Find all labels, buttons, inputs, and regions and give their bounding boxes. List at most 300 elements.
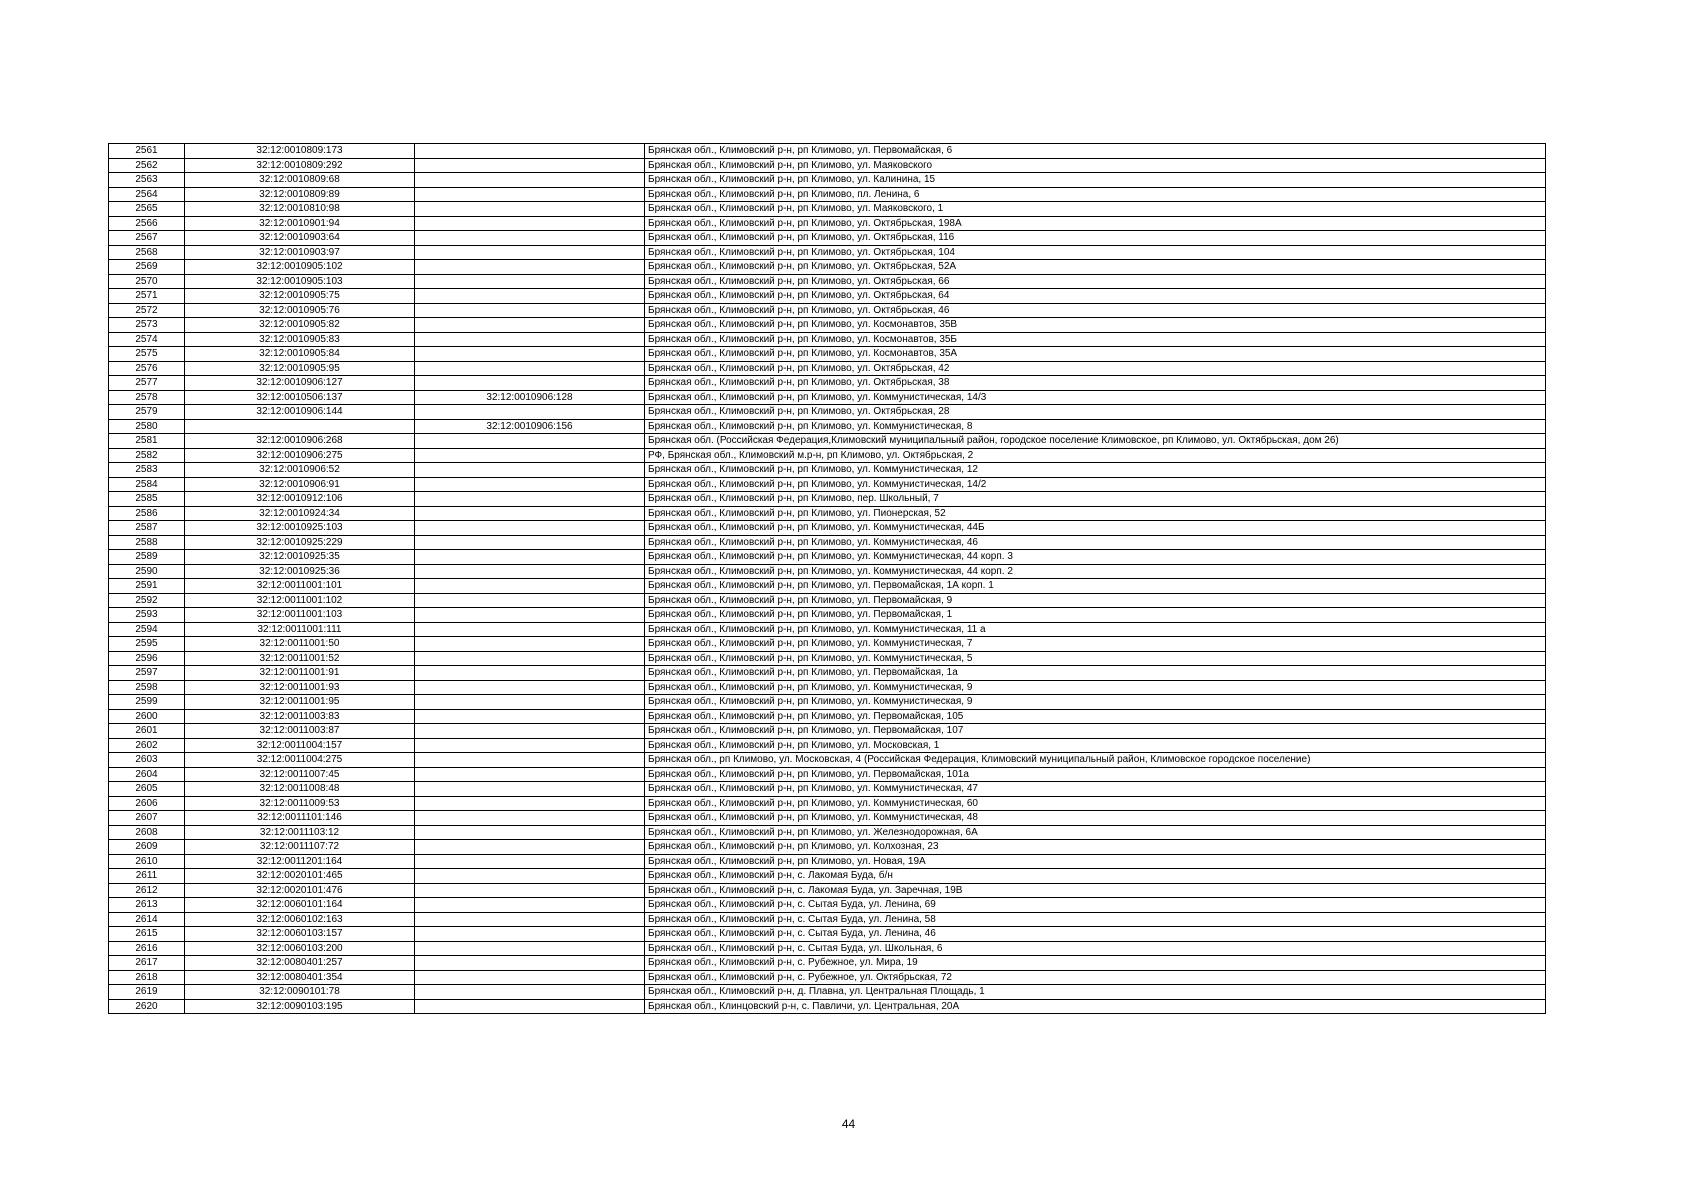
table-row (109, 405, 1546, 420)
address-cell: Брянская обл., Климовский р-н, рп Климово, ул. Коммунистическая, 7 (645, 637, 1546, 652)
table-row (109, 622, 1546, 637)
previous-number-cell (415, 158, 645, 173)
previous-number-cell (415, 724, 645, 739)
row-number-cell: 2592 (109, 593, 185, 608)
address-cell: Брянская обл., Климовский р-н, рп Климово, ул. Коммунистическая, 12 (645, 463, 1546, 478)
table-row (109, 666, 1546, 681)
previous-number-cell (415, 216, 645, 231)
address-cell: Брянская обл., Климовский р-н, рп Климово, ул. Первомайская, 101а (645, 767, 1546, 782)
address-cell: Брянская обл., Климовский р-н, рп Климово, ул. Коммунистическая, 44Б (645, 521, 1546, 536)
row-number-cell: 2589 (109, 550, 185, 565)
previous-number-cell (415, 564, 645, 579)
cadastral-number-cell: 32:12:0010906:268 (185, 434, 415, 449)
previous-number-cell (415, 506, 645, 521)
previous-number-cell (415, 434, 645, 449)
cadastral-number-cell: 32:12:0011004:157 (185, 738, 415, 753)
table-row (109, 347, 1546, 362)
table-row (109, 825, 1546, 840)
row-number-cell: 2572 (109, 303, 185, 318)
previous-number-cell (415, 579, 645, 594)
previous-number-cell (415, 289, 645, 304)
address-cell: Брянская обл., Климовский р-н, с. Лакомая Буда, ул. Заречная, 19В (645, 883, 1546, 898)
previous-number-cell (415, 883, 645, 898)
table-row (109, 506, 1546, 521)
row-number-cell: 2615 (109, 927, 185, 942)
cadastral-number-cell: 32:12:0011004:275 (185, 753, 415, 768)
cadastral-number-cell: 32:12:0010903:97 (185, 245, 415, 260)
address-cell: Брянская обл., Климовский р-н, рп Климово, ул. Маяковского (645, 158, 1546, 173)
table-row (109, 912, 1546, 927)
cadastral-number-cell: 32:12:0010906:91 (185, 477, 415, 492)
address-cell: Брянская обл., Климовский р-н, рп Климово, ул. Коммунистическая, 9 (645, 680, 1546, 695)
table-row (109, 202, 1546, 217)
registry-body (109, 144, 1546, 1014)
cadastral-number-cell: 32:12:0011101:146 (185, 811, 415, 826)
row-number-cell: 2587 (109, 521, 185, 536)
cadastral-number-cell: 32:12:0010905:102 (185, 260, 415, 275)
address-cell: Брянская обл., Климовский р-н, рп Климово, ул. Коммунистическая, 9 (645, 695, 1546, 710)
previous-number-cell (415, 796, 645, 811)
previous-number-cell (415, 448, 645, 463)
cadastral-number-cell: 32:12:0010906:127 (185, 376, 415, 391)
table-row (109, 651, 1546, 666)
row-number-cell: 2608 (109, 825, 185, 840)
address-cell: Брянская обл., Климовский р-н, рп Климово, ул. Октябрьская, 198А (645, 216, 1546, 231)
address-cell: Брянская обл., Климовский р-н, рп Климово, ул. Коммунистическая, 14/3 (645, 390, 1546, 405)
address-cell: Брянская обл., Климовский р-н, рп Климово, ул. Коммунистическая, 5 (645, 651, 1546, 666)
cadastral-number-cell: 32:12:0060103:200 (185, 941, 415, 956)
previous-number-cell (415, 463, 645, 478)
table-row (109, 999, 1546, 1014)
cadastral-number-cell: 32:12:0011008:48 (185, 782, 415, 797)
table-row (109, 941, 1546, 956)
address-cell: Брянская обл., Климовский р-н, с. Рубежное, ул. Октябрьская, 72 (645, 970, 1546, 985)
row-number-cell: 2562 (109, 158, 185, 173)
table-row (109, 956, 1546, 971)
table-row (109, 695, 1546, 710)
previous-number-cell (415, 738, 645, 753)
row-number-cell: 2588 (109, 535, 185, 550)
table-row (109, 303, 1546, 318)
cadastral-number-cell: 32:12:0060102:163 (185, 912, 415, 927)
previous-number-cell (415, 999, 645, 1014)
table-row (109, 144, 1546, 159)
cadastral-number-cell: 32:12:0010912:106 (185, 492, 415, 507)
address-cell: Брянская обл., Климовский р-н, рп Климово, ул. Первомайская, 105 (645, 709, 1546, 724)
row-number-cell: 2602 (109, 738, 185, 753)
row-number-cell: 2595 (109, 637, 185, 652)
table-row (109, 318, 1546, 333)
address-cell: Брянская обл., Климовский р-н, рп Климово, ул. Октябрьская, 64 (645, 289, 1546, 304)
cadastral-number-cell: 32:12:0010925:35 (185, 550, 415, 565)
previous-number-cell (415, 956, 645, 971)
cadastral-number-cell: 32:12:0080401:354 (185, 970, 415, 985)
previous-number-cell (415, 854, 645, 869)
address-cell: Брянская обл., Климовский р-н, рп Климово, ул. Московская, 1 (645, 738, 1546, 753)
table-row (109, 811, 1546, 826)
cadastral-number-cell: 32:12:0010905:103 (185, 274, 415, 289)
previous-number-cell (415, 245, 645, 260)
cadastral-number-cell: 32:12:0010905:82 (185, 318, 415, 333)
previous-number-cell (415, 782, 645, 797)
table-row (109, 767, 1546, 782)
row-number-cell: 2570 (109, 274, 185, 289)
row-number-cell: 2564 (109, 187, 185, 202)
previous-number-cell (415, 985, 645, 1000)
cadastral-number-cell: 32:12:0010924:34 (185, 506, 415, 521)
row-number-cell: 2614 (109, 912, 185, 927)
address-cell: Брянская обл., Климовский р-н, с. Рубежное, ул. Мира, 19 (645, 956, 1546, 971)
previous-number-cell (415, 376, 645, 391)
cadastral-number-cell: 32:12:0011001:91 (185, 666, 415, 681)
previous-number-cell (415, 535, 645, 550)
previous-number-cell (415, 651, 645, 666)
previous-number-cell (415, 202, 645, 217)
cadastral-number-cell: 32:12:0010925:36 (185, 564, 415, 579)
table-row (109, 579, 1546, 594)
table-row (109, 637, 1546, 652)
address-cell: Брянская обл., Климовский р-н, рп Климово, ул. Новая, 19А (645, 854, 1546, 869)
cadastral-number-cell: 32:12:0020101:476 (185, 883, 415, 898)
address-cell: Брянская обл., Климовский р-н, рп Климово, ул. Первомайская, 107 (645, 724, 1546, 739)
cadastral-number-cell: 32:12:0011007:45 (185, 767, 415, 782)
row-number-cell: 2585 (109, 492, 185, 507)
address-cell: Брянская обл., Климовский р-н, рп Климово, ул. Космонавтов, 35Б (645, 332, 1546, 347)
cadastral-number-cell: 32:12:0011001:111 (185, 622, 415, 637)
cadastral-number-cell: 32:12:0010506:137 (185, 390, 415, 405)
row-number-cell: 2596 (109, 651, 185, 666)
cadastral-number-cell: 32:12:0010905:95 (185, 361, 415, 376)
cadastral-number-cell: 32:12:0011001:101 (185, 579, 415, 594)
cadastral-number-cell: 32:12:0011003:87 (185, 724, 415, 739)
table-row (109, 680, 1546, 695)
row-number-cell: 2565 (109, 202, 185, 217)
row-number-cell: 2594 (109, 622, 185, 637)
address-cell: Брянская обл., Климовский р-н, рп Климово, ул. Октябрьская, 52А (645, 260, 1546, 275)
cadastral-number-cell: 32:12:0011001:93 (185, 680, 415, 695)
table-row (109, 477, 1546, 492)
table-row (109, 521, 1546, 536)
cadastral-number-cell: 32:12:0010905:75 (185, 289, 415, 304)
address-cell: Брянская обл., Климовский р-н, рп Климово, ул. Коммунистическая, 44 корп. 3 (645, 550, 1546, 565)
row-number-cell: 2603 (109, 753, 185, 768)
row-number-cell: 2582 (109, 448, 185, 463)
previous-number-cell (415, 231, 645, 246)
address-cell: Брянская обл., Климовский р-н, рп Климово, ул. Первомайская, 9 (645, 593, 1546, 608)
table-row (109, 289, 1546, 304)
table-row (109, 419, 1546, 434)
previous-number-cell: 32:12:0010906:156 (415, 419, 645, 434)
row-number-cell: 2609 (109, 840, 185, 855)
previous-number-cell (415, 811, 645, 826)
cadastral-number-cell: 32:12:0011001:50 (185, 637, 415, 652)
row-number-cell: 2620 (109, 999, 185, 1014)
cadastral-number-cell: 32:12:0010905:83 (185, 332, 415, 347)
address-cell: Брянская обл., Климовский р-н, рп Климово, ул. Коммунистическая, 47 (645, 782, 1546, 797)
row-number-cell: 2597 (109, 666, 185, 681)
previous-number-cell (415, 274, 645, 289)
row-number-cell: 2605 (109, 782, 185, 797)
table-row (109, 854, 1546, 869)
table-row (109, 782, 1546, 797)
address-cell: Брянская обл., рп Климово, ул. Московская, 4 (Российская Федерация, Климовский муниципальный район, Климовское городское поселение) (645, 753, 1546, 768)
previous-number-cell (415, 173, 645, 188)
table-row (109, 724, 1546, 739)
address-cell: Брянская обл., Климовский р-н, рп Климово, ул. Пионерская, 52 (645, 506, 1546, 521)
address-cell: Брянская обл., Климовский р-н, рп Климово, ул. Маяковского, 1 (645, 202, 1546, 217)
cadastral-number-cell: 32:12:0060103:157 (185, 927, 415, 942)
table-row (109, 970, 1546, 985)
cadastral-number-cell: 32:12:0010925:103 (185, 521, 415, 536)
table-row (109, 593, 1546, 608)
previous-number-cell (415, 840, 645, 855)
table-row (109, 245, 1546, 260)
row-number-cell: 2578 (109, 390, 185, 405)
cadastral-number-cell: 32:12:0011201:164 (185, 854, 415, 869)
previous-number-cell (415, 622, 645, 637)
address-cell: Брянская обл., Климовский р-н, рп Климово, ул. Космонавтов, 35В (645, 318, 1546, 333)
previous-number-cell (415, 318, 645, 333)
previous-number-cell (415, 898, 645, 913)
cadastral-number-cell: 32:12:0010905:76 (185, 303, 415, 318)
address-cell: Брянская обл., Климовский р-н, рп Климово, ул. Октябрьская, 28 (645, 405, 1546, 420)
cadastral-number-cell: 32:12:0011001:102 (185, 593, 415, 608)
row-number-cell: 2613 (109, 898, 185, 913)
cadastral-number-cell: 32:12:0090103:195 (185, 999, 415, 1014)
previous-number-cell (415, 477, 645, 492)
row-number-cell: 2573 (109, 318, 185, 333)
row-number-cell: 2586 (109, 506, 185, 521)
address-cell: Брянская обл., Климовский р-н, рп Климово, ул. Первомайская, 1а (645, 666, 1546, 681)
cadastral-number-cell: 32:12:0010809:68 (185, 173, 415, 188)
cadastral-number-cell: 32:12:0010906:144 (185, 405, 415, 420)
table-row (109, 550, 1546, 565)
table-row (109, 361, 1546, 376)
previous-number-cell (415, 927, 645, 942)
row-number-cell: 2574 (109, 332, 185, 347)
table-row (109, 535, 1546, 550)
row-number-cell: 2590 (109, 564, 185, 579)
previous-number-cell (415, 825, 645, 840)
address-cell: Брянская обл., Климовский р-н, с. Сытая Буда, ул. Ленина, 58 (645, 912, 1546, 927)
row-number-cell: 2568 (109, 245, 185, 260)
table-row (109, 173, 1546, 188)
cadastral-number-cell: 32:12:0011001:103 (185, 608, 415, 623)
address-cell: Брянская обл., Климовский р-н, рп Климово, пл. Ленина, 6 (645, 187, 1546, 202)
row-number-cell: 2619 (109, 985, 185, 1000)
previous-number-cell (415, 608, 645, 623)
table-row (109, 434, 1546, 449)
address-cell: Брянская обл., Климовский р-н, с. Сытая Буда, ул. Школьная, 6 (645, 941, 1546, 956)
row-number-cell: 2606 (109, 796, 185, 811)
address-cell: Брянская обл., Климовский р-н, рп Климово, ул. Коммунистическая, 14/2 (645, 477, 1546, 492)
address-cell: Брянская обл., Климовский р-н, рп Климово, ул. Октябрьская, 66 (645, 274, 1546, 289)
table-row (109, 492, 1546, 507)
cadastral-number-cell: 32:12:0010810:98 (185, 202, 415, 217)
previous-number-cell (415, 187, 645, 202)
previous-number-cell (415, 405, 645, 420)
cadastral-number-cell: 32:12:0010901:94 (185, 216, 415, 231)
row-number-cell: 2599 (109, 695, 185, 710)
previous-number-cell (415, 695, 645, 710)
address-cell: Брянская обл., Климовский р-н, рп Климово, ул. Коммунистическая, 44 корп. 2 (645, 564, 1546, 579)
page-number: 44 (841, 1117, 856, 1131)
address-cell: Брянская обл., Климовский р-н, д. Плавна, ул. Центральная Площадь, 1 (645, 985, 1546, 1000)
row-number-cell: 2616 (109, 941, 185, 956)
previous-number-cell (415, 492, 645, 507)
previous-number-cell (415, 767, 645, 782)
row-number-cell: 2617 (109, 956, 185, 971)
cadastral-number-cell: 32:12:0080401:257 (185, 956, 415, 971)
cadastral-number-cell: 32:12:0090101:78 (185, 985, 415, 1000)
row-number-cell: 2571 (109, 289, 185, 304)
row-number-cell: 2580 (109, 419, 185, 434)
previous-number-cell (415, 666, 645, 681)
cadastral-number-cell: 32:12:0010925:229 (185, 535, 415, 550)
row-number-cell: 2569 (109, 260, 185, 275)
address-cell: Брянская обл., Климовский р-н, рп Климово, ул. Первомайская, 1А корп. 1 (645, 579, 1546, 594)
address-cell: Брянская обл., Климовский р-н, рп Климово, ул. Коммунистическая, 11 а (645, 622, 1546, 637)
table-row (109, 463, 1546, 478)
previous-number-cell: 32:12:0010906:128 (415, 390, 645, 405)
cadastral-number-cell: 32:12:0010905:84 (185, 347, 415, 362)
table-row (109, 753, 1546, 768)
address-cell: Брянская обл., Климовский р-н, рп Климово, пер. Школьный, 7 (645, 492, 1546, 507)
cadastral-number-cell: 32:12:0011003:83 (185, 709, 415, 724)
address-cell: Брянская обл., Климовский р-н, рп Климово, ул. Октябрьская, 46 (645, 303, 1546, 318)
row-number-cell: 2584 (109, 477, 185, 492)
address-cell: Брянская обл., Климовский р-н, рп Климово, ул. Калинина, 15 (645, 173, 1546, 188)
row-number-cell: 2563 (109, 173, 185, 188)
row-number-cell: 2576 (109, 361, 185, 376)
previous-number-cell (415, 709, 645, 724)
table-row (109, 158, 1546, 173)
cadastral-number-cell: 32:12:0010809:292 (185, 158, 415, 173)
row-number-cell: 2612 (109, 883, 185, 898)
previous-number-cell (415, 637, 645, 652)
row-number-cell: 2604 (109, 767, 185, 782)
row-number-cell: 2610 (109, 854, 185, 869)
address-cell: Брянская обл., Климовский р-н, рп Климово, ул. Октябрьская, 116 (645, 231, 1546, 246)
table-row (109, 231, 1546, 246)
cadastral-number-cell: 32:12:0011009:53 (185, 796, 415, 811)
address-cell: Брянская обл., Климовский р-н, с. Лакомая Буда, б/н (645, 869, 1546, 884)
previous-number-cell (415, 912, 645, 927)
previous-number-cell (415, 941, 645, 956)
previous-number-cell (415, 593, 645, 608)
previous-number-cell (415, 680, 645, 695)
cadastral-number-cell: 32:12:0011001:52 (185, 651, 415, 666)
cadastral-number-cell: 32:12:0010903:64 (185, 231, 415, 246)
row-number-cell: 2575 (109, 347, 185, 362)
previous-number-cell (415, 970, 645, 985)
address-cell: Брянская обл. (Российская Федерация,Климовский муниципальный район, городское поселение Климовское, рп Климово, ул. Октябрьская, дом 26) (645, 434, 1546, 449)
row-number-cell: 2577 (109, 376, 185, 391)
previous-number-cell (415, 144, 645, 159)
previous-number-cell (415, 332, 645, 347)
address-cell: Брянская обл., Климовский р-н, рп Климово, ул. Октябрьская, 38 (645, 376, 1546, 391)
table-row (109, 796, 1546, 811)
cadastral-number-cell: 32:12:0011001:95 (185, 695, 415, 710)
cadastral-number-cell: 32:12:0010906:275 (185, 448, 415, 463)
previous-number-cell (415, 361, 645, 376)
address-cell: Брянская обл., Климовский р-н, рп Климово, ул. Первомайская, 6 (645, 144, 1546, 159)
address-cell: Брянская обл., Климовский р-н, рп Климово, ул. Колхозная, 23 (645, 840, 1546, 855)
row-number-cell: 2618 (109, 970, 185, 985)
address-cell: Брянская обл., Климовский р-н, рп Климово, ул. Октябрьская, 104 (645, 245, 1546, 260)
table-row (109, 274, 1546, 289)
previous-number-cell (415, 753, 645, 768)
row-number-cell: 2579 (109, 405, 185, 420)
previous-number-cell (415, 303, 645, 318)
row-number-cell: 2598 (109, 680, 185, 695)
table-row (109, 216, 1546, 231)
address-cell: Брянская обл., Климовский р-н, рп Климово, ул. Космонавтов, 35А (645, 347, 1546, 362)
address-cell: Брянская обл., Климовский р-н, с. Сытая Буда, ул. Ленина, 69 (645, 898, 1546, 913)
row-number-cell: 2581 (109, 434, 185, 449)
row-number-cell: 2607 (109, 811, 185, 826)
row-number-cell: 2583 (109, 463, 185, 478)
cadastral-number-cell: 32:12:0010809:173 (185, 144, 415, 159)
cadastral-number-cell: 32:12:0020101:465 (185, 869, 415, 884)
previous-number-cell (415, 347, 645, 362)
row-number-cell: 2601 (109, 724, 185, 739)
address-cell: Брянская обл., Климовский р-н, рп Климово, ул. Коммунистическая, 60 (645, 796, 1546, 811)
previous-number-cell (415, 869, 645, 884)
table-row (109, 260, 1546, 275)
table-row (109, 709, 1546, 724)
address-cell: Брянская обл., Климовский р-н, с. Сытая Буда, ул. Ленина, 46 (645, 927, 1546, 942)
row-number-cell: 2593 (109, 608, 185, 623)
address-cell: РФ, Брянская обл., Климовский м.р-н, рп Климово, ул. Октябрьская, 2 (645, 448, 1546, 463)
address-cell: Брянская обл., Климовский р-н, рп Климово, ул. Коммунистическая, 8 (645, 419, 1546, 434)
cadastral-number-cell: 32:12:0011103:12 (185, 825, 415, 840)
previous-number-cell (415, 260, 645, 275)
registry-table (108, 143, 1546, 1014)
previous-number-cell (415, 521, 645, 536)
table-row (109, 927, 1546, 942)
cadastral-number-cell: 32:12:0011107:72 (185, 840, 415, 855)
cadastral-number-cell: 32:12:0010809:89 (185, 187, 415, 202)
table-row (109, 564, 1546, 579)
address-cell: Брянская обл., Климовский р-н, рп Климово, ул. Октябрьская, 42 (645, 361, 1546, 376)
table-row (109, 883, 1546, 898)
table-row (109, 608, 1546, 623)
previous-number-cell (415, 550, 645, 565)
table-row (109, 869, 1546, 884)
row-number-cell: 2591 (109, 579, 185, 594)
table-row (109, 376, 1546, 391)
address-cell: Брянская обл., Климовский р-н, рп Климово, ул. Коммунистическая, 48 (645, 811, 1546, 826)
address-cell: Брянская обл., Климовский р-н, рп Климово, ул. Железнодорожная, 6А (645, 825, 1546, 840)
row-number-cell: 2561 (109, 144, 185, 159)
table-row (109, 840, 1546, 855)
table-row (109, 985, 1546, 1000)
address-cell: Брянская обл., Климовский р-н, рп Климово, ул. Коммунистическая, 46 (645, 535, 1546, 550)
cadastral-number-cell: 32:12:0010906:52 (185, 463, 415, 478)
table-row (109, 390, 1546, 405)
row-number-cell: 2611 (109, 869, 185, 884)
row-number-cell: 2600 (109, 709, 185, 724)
cadastral-number-cell: 32:12:0060101:164 (185, 898, 415, 913)
table-row (109, 738, 1546, 753)
table-row (109, 332, 1546, 347)
address-cell: Брянская обл., Клинцовский р-н, с. Павличи, ул. Центральная, 20А (645, 999, 1546, 1014)
row-number-cell: 2566 (109, 216, 185, 231)
table-row (109, 448, 1546, 463)
table-row (109, 898, 1546, 913)
cadastral-number-cell (185, 419, 415, 434)
